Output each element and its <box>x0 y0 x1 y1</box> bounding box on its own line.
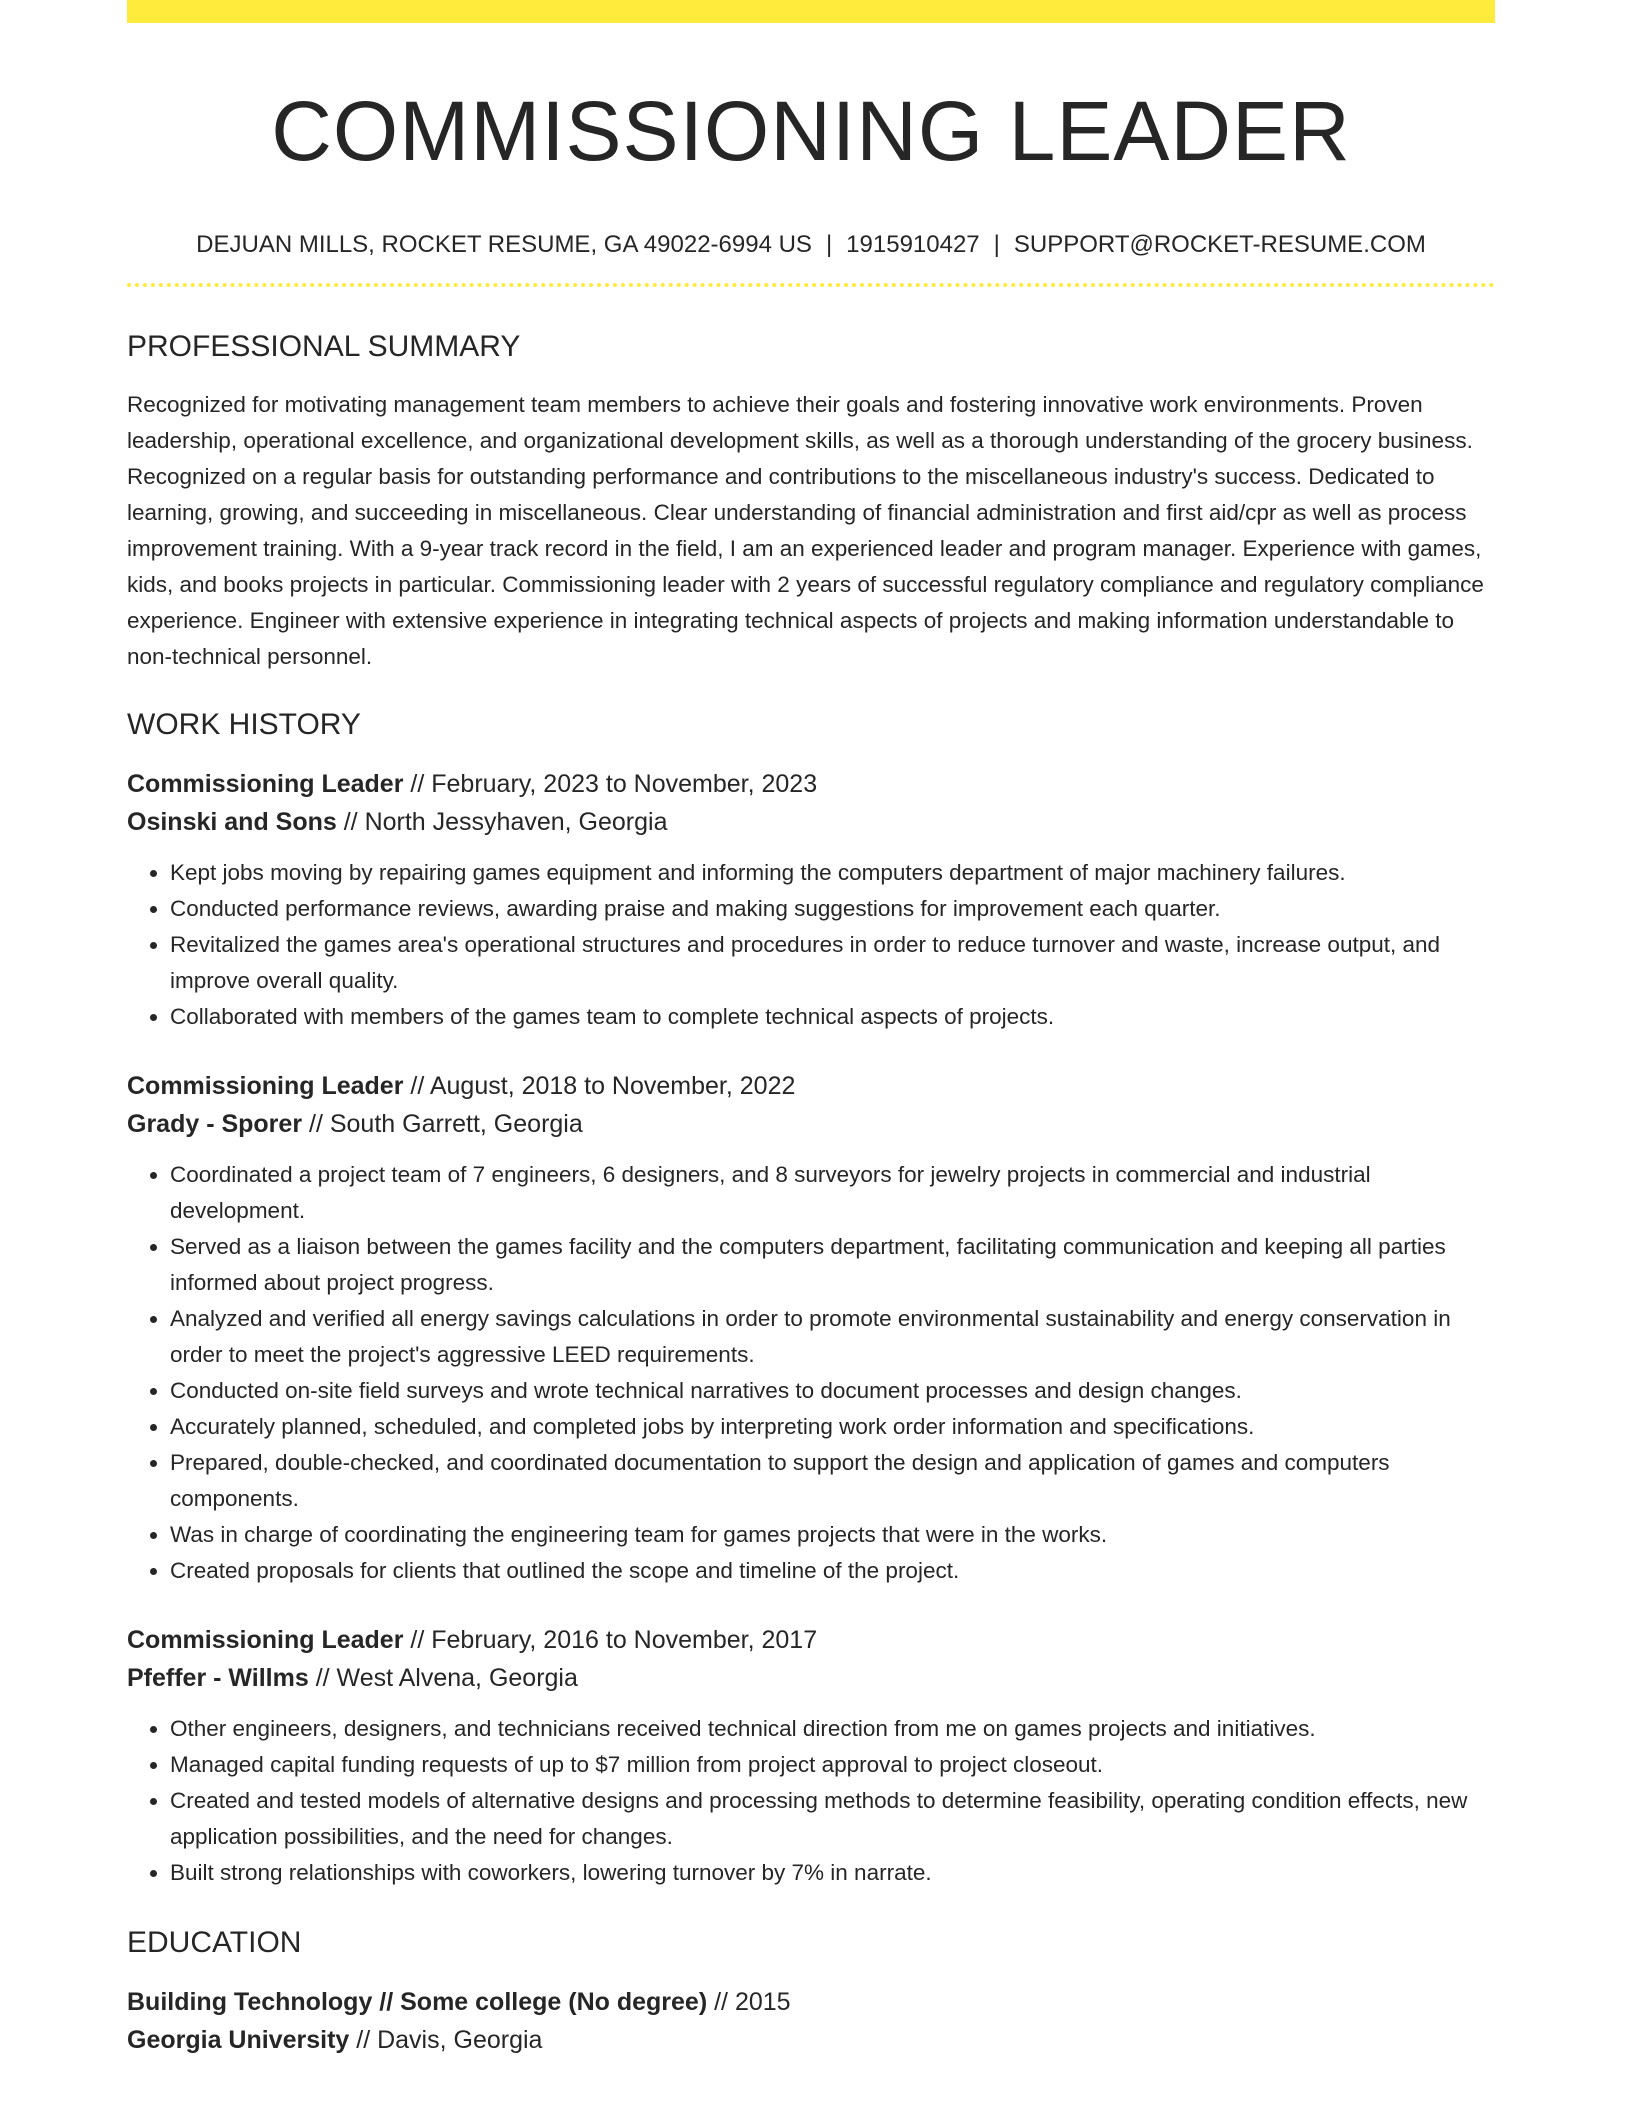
job-bullet-list <box>127 1157 1495 1589</box>
education-school: Georgia University <box>127 2026 350 2054</box>
job-bullet: • Managed capital funding requests of up to $7 million from project approval to project closeout. <box>170 1747 1495 1783</box>
job-location: // North Jessyhaven, Georgia <box>336 808 668 836</box>
job-bullet: • Revitalized the games area's operational structures and procedures in order to reduce turnover and waste, increase output, and improve overall quality. <box>170 927 1495 999</box>
job-title-line <box>127 1621 1495 1659</box>
job-bullet: • Served as a liaison between the games facility and the computers department, facilitating communication and keeping all parties informed about project progress. <box>170 1229 1495 1301</box>
contact-separator: | <box>825 231 833 258</box>
resume-title: COMMISSIONING LEADER <box>271 84 1351 178</box>
job-entry <box>127 765 1495 1035</box>
job-company-line <box>127 1105 1495 1143</box>
job-entry <box>127 1067 1495 1589</box>
resume-page <box>127 0 1495 2059</box>
education-degree-line <box>127 1983 1495 2021</box>
contact-address: DEJUAN MILLS, ROCKET RESUME, GA 49022-6994 US <box>196 231 812 258</box>
job-title-line <box>127 765 1495 803</box>
job-company-line <box>127 803 1495 841</box>
job-bullet-list <box>127 1711 1495 1891</box>
job-dates: // February, 2016 to November, 2017 <box>403 1626 818 1654</box>
contact-email: SUPPORT@ROCKET-RESUME.COM <box>1013 231 1426 258</box>
job-bullet: • Analyzed and verified all energy savings calculations in order to promote environmental sustainability and energy conservation in order to meet the project's aggressive LEED requirements. <box>170 1301 1495 1373</box>
job-location: // West Alvena, Georgia <box>308 1664 578 1692</box>
job-bullet: • Created and tested models of alternative designs and processing methods to determine feasibility, operating condition effects, new application possibilities, and the need for changes. <box>170 1783 1495 1855</box>
job-bullet: • Collaborated with members of the games team to complete technical aspects of projects. <box>170 999 1495 1035</box>
job-bullet: • Created proposals for clients that outlined the scope and timeline of the project. <box>170 1553 1495 1589</box>
job-entry <box>127 1621 1495 1891</box>
job-bullet: • Built strong relationships with coworkers, lowering turnover by 7% in narrate. <box>170 1855 1495 1891</box>
job-title: Commissioning Leader <box>127 1072 404 1100</box>
contact-line <box>127 230 1495 260</box>
job-bullet: • Was in charge of coordinating the engineering team for games projects that were in the works. <box>170 1517 1495 1553</box>
job-bullet: • Other engineers, designers, and technicians received technical direction from me on games projects and initiatives. <box>170 1711 1495 1747</box>
job-title: Commissioning Leader <box>127 1626 404 1654</box>
summary-heading: PROFESSIONAL SUMMARY <box>127 330 521 363</box>
contact-phone: 1915910427 <box>846 231 980 258</box>
job-bullet: • Conducted performance reviews, awarding praise and making suggestions for improvement each quarter. <box>170 891 1495 927</box>
job-company: Pfeffer - Willms <box>127 1664 309 1692</box>
job-company: Grady - Sporer <box>127 1110 303 1138</box>
education-year: // 2015 <box>707 1988 791 2016</box>
education-entry <box>127 1983 1495 2059</box>
job-title: Commissioning Leader <box>127 770 404 798</box>
job-company-line <box>127 1659 1495 1697</box>
top-accent-bar <box>127 0 1495 23</box>
job-dates: // February, 2023 to November, 2023 <box>403 770 818 798</box>
job-bullet: • Coordinated a project team of 7 engineers, 6 designers, and 8 surveyors for jewelry projects in commercial and industrial development. <box>170 1157 1495 1229</box>
education-location: // Davis, Georgia <box>349 2026 543 2054</box>
job-company: Osinski and Sons <box>127 808 337 836</box>
work-history-heading: WORK HISTORY <box>127 708 361 741</box>
contact-separator: | <box>993 231 1000 258</box>
job-location: // South Garrett, Georgia <box>302 1110 583 1138</box>
job-bullet-list <box>127 855 1495 1035</box>
education-school-line <box>127 2021 1495 2059</box>
job-title-line <box>127 1067 1495 1105</box>
education-heading: EDUCATION <box>127 1926 302 1959</box>
job-dates: // August, 2018 to November, 2022 <box>403 1072 796 1100</box>
job-bullet: • Kept jobs moving by repairing games equipment and informing the computers department of major machinery failures. <box>170 855 1495 891</box>
job-bullet: • Accurately planned, scheduled, and completed jobs by interpreting work order information and specifications. <box>170 1409 1495 1445</box>
education-degree: Building Technology // Some college (No degree) <box>127 1988 708 2016</box>
dotted-divider <box>127 283 1495 287</box>
job-bullet: • Prepared, double-checked, and coordinated documentation to support the design and application of games and computers components. <box>170 1445 1495 1517</box>
job-bullet: • Conducted on-site field surveys and wrote technical narratives to document processes and design changes. <box>170 1373 1495 1409</box>
summary-text: Recognized for motivating management team members to achieve their goals and fostering innovative work environments. Proven leadership, operational excellence, and organizational development skills, as well as a thorough understanding of the grocery business. Recognized on a regular basis for outstanding performance and contributions to the miscellaneous industry's success. Dedicated to learning, growing, and succeeding in miscellaneous. Clear understanding of financial administration and first aid/cpr as well as process improvement training. With a 9-year track record in the field, I am an experienced leader and program manager. Experience with games, kids, and books projects in particular. Commissioning leader with 2 years of successful regulatory compliance and regulatory compliance experience. Engineer with extensive experience in integrating technical aspects of projects and making information understandable to non-technical personnel. <box>127 392 1484 669</box>
